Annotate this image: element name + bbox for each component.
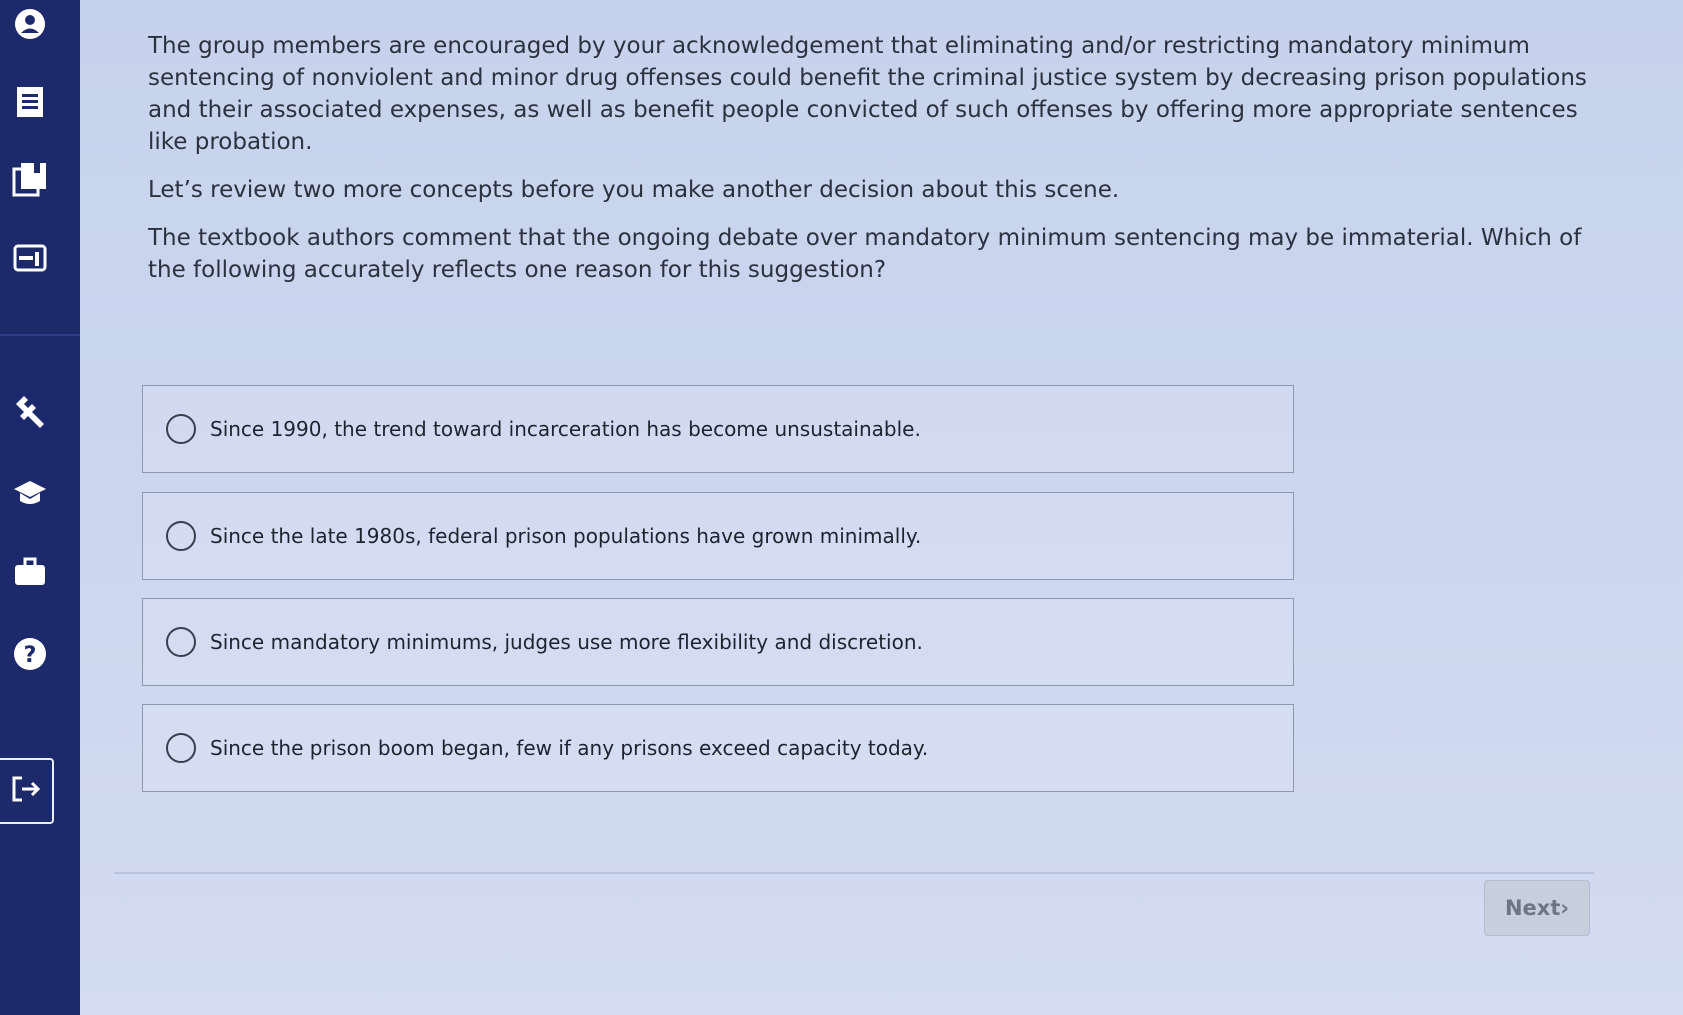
answer-option-4[interactable] (142, 704, 1294, 792)
answer-option-label: Since the prison boom began, few if any prisons exceed capacity today. (210, 736, 929, 760)
wrench-icon[interactable] (8, 390, 52, 434)
question-text: The textbook authors comment that the ongoing debate over mandatory minimum sentencing may be immaterial. Which of the following accurately reflects one reason for this suggestion? (148, 225, 1582, 283)
feedback-paragraph: The group members are encouraged by your acknowledgement that eliminating and/or restricting mandatory minimum sentencing of nonviolent and minor drug offenses could benefit the criminal justice system by decreasing prison populations and their associated expenses, as well as benefit people convicted of such offenses by offering more appropriate sentences like probation. (148, 33, 1587, 155)
scene-text (148, 30, 1598, 302)
exit-icon (10, 774, 42, 808)
answer-option-1[interactable] (142, 385, 1294, 473)
main-content (80, 0, 1683, 1015)
answer-option-label: Since the late 1980s, federal prison populations have grown minimally. (210, 524, 922, 548)
sidebar (0, 0, 80, 1015)
help-icon[interactable] (8, 632, 52, 676)
document-list-icon[interactable] (8, 80, 52, 124)
radio-button[interactable] (166, 627, 196, 657)
exit-button[interactable] (0, 758, 54, 824)
answer-option-2[interactable] (142, 492, 1294, 580)
user-icon[interactable] (8, 2, 52, 46)
notebook-icon[interactable] (8, 157, 52, 201)
graduation-cap-icon[interactable] (8, 472, 52, 516)
briefcase-icon[interactable] (8, 550, 52, 594)
answer-option-3[interactable] (142, 598, 1294, 686)
radio-button[interactable] (166, 521, 196, 551)
answer-option-label: Since 1990, the trend toward incarceration has become unsustainable. (210, 417, 921, 441)
answer-option-label: Since mandatory minimums, judges use more flexibility and discretion. (210, 630, 923, 654)
sidebar-divider (0, 334, 80, 336)
transition-paragraph: Let’s review two more concepts before you make another decision about this scene. (148, 177, 1120, 203)
svg-text:?: ? (23, 643, 37, 668)
card-icon[interactable] (8, 236, 52, 280)
radio-button[interactable] (166, 733, 196, 763)
radio-button[interactable] (166, 414, 196, 444)
next-button[interactable]: Next› (1484, 880, 1590, 936)
footer-divider (114, 872, 1594, 874)
